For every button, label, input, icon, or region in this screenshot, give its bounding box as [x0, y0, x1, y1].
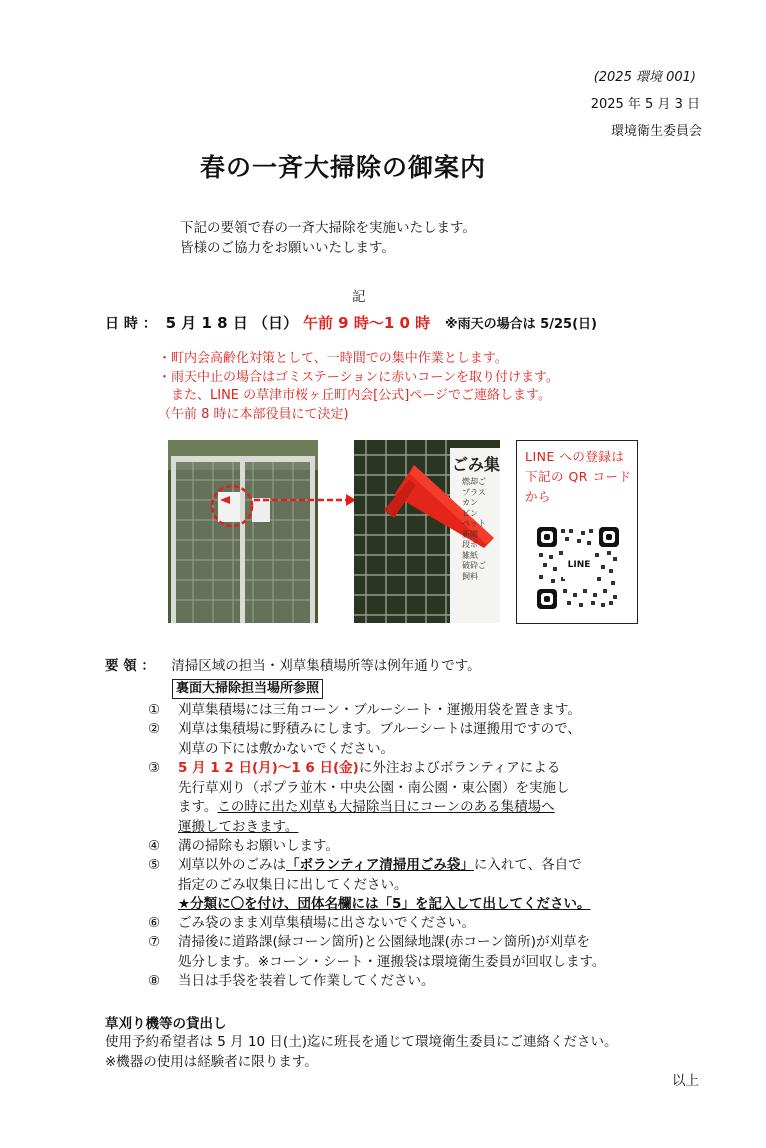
item-number: ①	[148, 702, 161, 718]
intro-line-1: 下記の要領で春の一斉大掃除を実施いたします。	[180, 220, 476, 236]
sign-title: ごみ集	[452, 455, 500, 474]
datetime-label: 日 時 ：	[105, 316, 157, 332]
note-3: また、LINE の草津市桜ヶ丘町内会[公式]ページでご連絡します。	[158, 388, 551, 403]
item-number: ⑥	[148, 915, 161, 931]
issuer: 環境衛生委員会	[610, 124, 702, 139]
item-number: ④	[148, 838, 161, 854]
list-item-2	[148, 720, 668, 759]
item-text-underlined: この時に出た刈草も大掃除当日にコーンのある集積場へ	[217, 799, 555, 815]
note-2: ・雨天中止の場合はゴミステーションに赤いコーンを取り付けます。	[158, 369, 559, 385]
sign-line: 新聞	[462, 529, 478, 539]
item-text-underlined: 運搬しておきます。	[178, 818, 299, 835]
item-text: 刈草集積場には三角コーン・ブルーシート・運搬用袋を置きます。	[178, 702, 581, 718]
item-text: 清掃後に道路課(緑コーン箇所)と公園緑地課(赤コーン箇所)が刈草を	[178, 934, 591, 950]
item-text: 当日は手袋を装着して作業してください。	[178, 973, 435, 989]
sign-lines	[452, 477, 500, 582]
issue-date: 2025 年 5 月 3 日	[590, 97, 700, 112]
item-text: ます。	[178, 799, 218, 815]
item-text: に入れて、各自で	[473, 857, 582, 873]
line-logo: LINE	[567, 560, 591, 570]
sign-line: 雑紙	[462, 550, 478, 560]
sign-panel	[452, 452, 500, 582]
sign-line: 破砕ご	[462, 561, 486, 570]
note-1: ・町内会高齢化対策として、一時間での集中作業とします。	[158, 351, 508, 366]
list-item-7	[148, 933, 668, 972]
sign-line: カン	[462, 498, 478, 507]
rental-title: 草刈り機等の貸出し	[105, 1016, 227, 1032]
garbage-station-illustration	[168, 440, 318, 623]
sign-line: 飼料	[462, 571, 478, 581]
item-text: 先行草刈り（ポプラ並木・中央公園・南公園・東公園）を実施し	[178, 779, 570, 796]
list-item-5	[148, 856, 668, 915]
notes	[158, 350, 559, 424]
item-text: 刈草は集積場に野積みにします。ブルーシートは運搬用ですので、	[178, 721, 581, 737]
yoryo-label: 要 領 ：	[105, 658, 155, 674]
item-text: 刈草以外のごみは	[178, 857, 286, 873]
rental-text	[105, 1033, 705, 1072]
item-date-red: 5 月 1 2 日(月)～1 6 日(金)	[178, 760, 359, 776]
item-text: ごみ袋のまま刈草集積場に出さないでください。	[178, 915, 475, 931]
event-time: 午前 9 時～1 0 時	[302, 314, 431, 332]
note-4: （午前 8 時に本部役員にて決定)	[158, 406, 349, 422]
line-register-text: LINE への登録は下記の QR コードから	[525, 449, 632, 504]
list-item-8	[148, 972, 668, 992]
item-number: ⑧	[148, 973, 161, 989]
yoryo-text: 清掃区域の担当・刈草集積場所等は例年通りです。	[171, 658, 481, 674]
event-date: 5 月 1 8 日 （日）	[165, 314, 299, 332]
line-qr-box	[516, 440, 638, 624]
item-text: に外注およびボランティアによる	[358, 760, 561, 776]
ki-mark: 記	[352, 289, 366, 305]
list-item-6	[148, 914, 668, 934]
item-text-bold: ★分類に〇を付け、団体名欄には「5」を記入して出してください。	[178, 896, 591, 912]
intro-text	[180, 218, 476, 258]
photo-garbage-station	[168, 440, 318, 623]
sign-line: プラス	[462, 487, 486, 497]
arrow-right-icon	[318, 490, 358, 510]
sign-line: 段ボ	[462, 540, 478, 549]
list-item-4	[148, 837, 668, 857]
intro-line-2: 皆様のご協力をお願いいたします。	[180, 240, 395, 256]
item-number: ③	[148, 760, 161, 776]
item-number: ②	[148, 721, 161, 737]
sign-line: 燃却ご	[462, 477, 486, 486]
qr-code[interactable]	[537, 527, 619, 609]
item-text: 刈草の下には敷かないでください。	[178, 740, 394, 757]
item-text: 処分します。※コーン・シート・運搬袋は環境衛生委員が回収します。	[178, 953, 606, 970]
datetime-row	[105, 312, 597, 333]
page-title: 春の一斉大掃除の御案内	[200, 153, 487, 182]
sign-line: ペット	[462, 519, 486, 528]
closing: 以上	[672, 1073, 699, 1089]
item-text-bold: 「ボランティア清掃用ごみ袋」	[286, 857, 474, 873]
rain-date: ※雨天の場合は 5/25(日)	[445, 317, 597, 332]
photo-red-cone	[354, 440, 500, 623]
doc-number: (2025 環境 001)	[593, 70, 696, 85]
yoryo-row	[105, 654, 481, 674]
item-number: ⑤	[148, 857, 161, 873]
item-text: 指定のごみ収集日に出してください。	[178, 876, 408, 893]
sign-line: ビン	[462, 508, 478, 518]
item-number: ⑦	[148, 934, 161, 950]
back-page-reference: 裏面大掃除担当場所参照	[172, 679, 323, 699]
rental-line-1: 使用予約希望者は 5 月 10 日(土)迄に班長を通じて環境衛生委員にご連絡ください。	[105, 1034, 618, 1050]
rental-line-2: ※機器の使用は経験者に限ります。	[105, 1053, 318, 1070]
item-text: 溝の掃除もお願いします。	[178, 838, 339, 854]
list-item-1	[148, 701, 668, 721]
list-item-3	[148, 759, 668, 837]
